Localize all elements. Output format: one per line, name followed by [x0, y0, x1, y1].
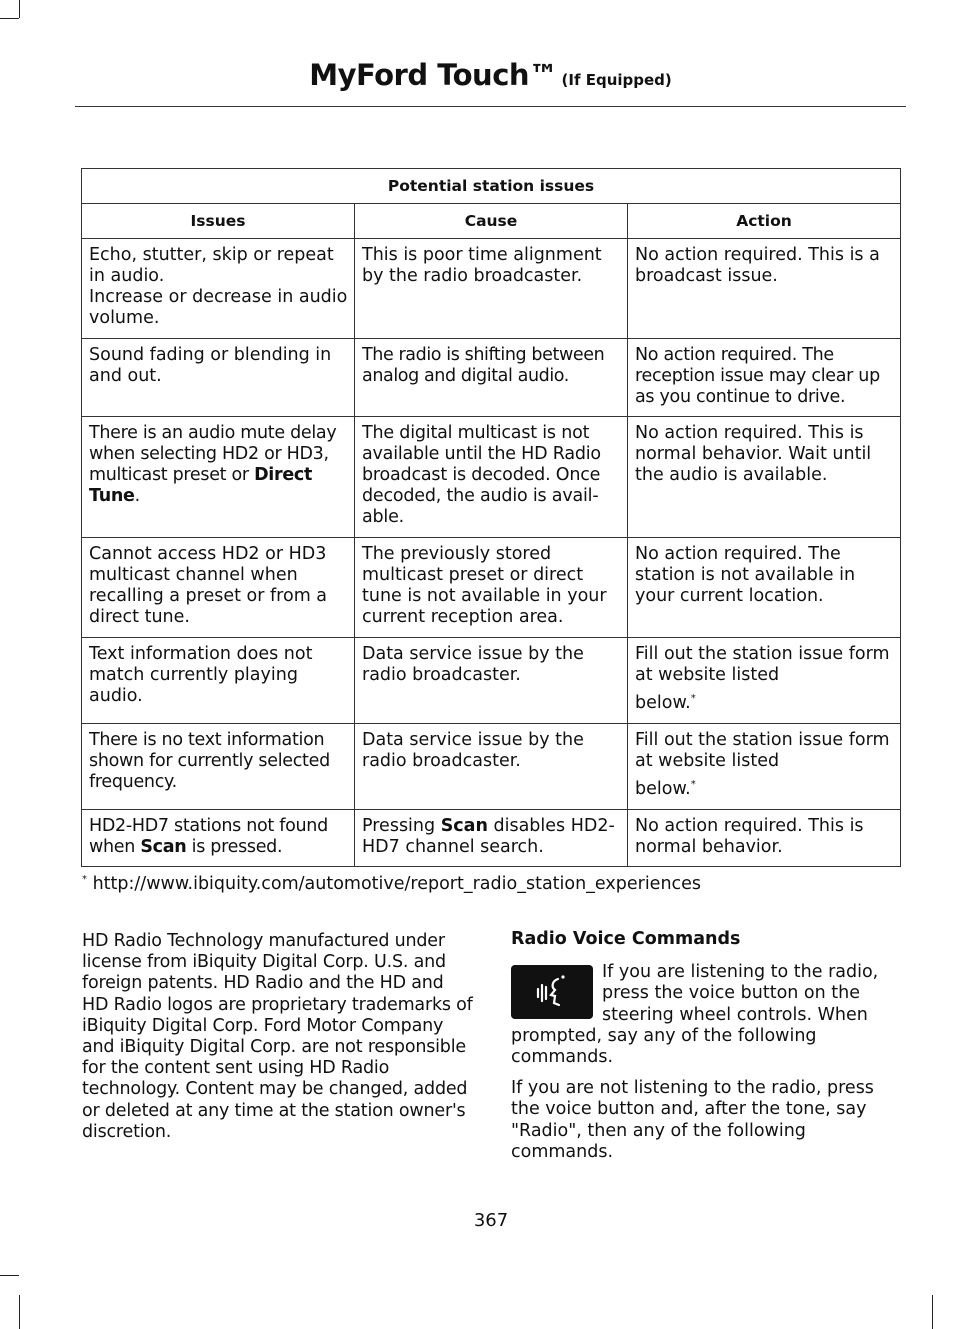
table-caption: Potential station issues [82, 169, 901, 204]
issue-cell: Echo, stutter, skip or repeat in audio. Increase or decrease in audio volume. [82, 239, 355, 339]
cause-cell: Data service issue by the radio broadcaster. [355, 638, 628, 724]
table-row [82, 417, 901, 538]
table-footnote [82, 874, 701, 894]
table-row [82, 339, 901, 417]
page-subtitle: (If Equipped) [561, 71, 672, 89]
radio-voice-commands-section [511, 929, 901, 1173]
cause-cell: The previously stored multicast preset or direct tune is not available in your current reception area. [355, 538, 628, 638]
voice-command-icon [511, 965, 593, 1019]
issue-cell: There is no text information shown for currently selected frequency. [82, 724, 355, 810]
issue-cell: Cannot access HD2 or HD3 multicast channel when recalling a preset or from a direct tune. [82, 538, 355, 638]
action-cell: No action required. This is normal behavior. [628, 810, 901, 867]
issue-cell: HD2-HD7 stations not found when Scan is pressed. [82, 810, 355, 867]
crop-mark [0, 18, 19, 19]
table-row [82, 538, 901, 638]
footnote-mark: * [690, 693, 696, 705]
voice-paragraph-not-listening: If you are not listening to the radio, press the voice button and, after the tone, say "Radio", then any of the following commands. [511, 1078, 874, 1162]
table-row [82, 724, 901, 810]
header-divider [75, 106, 906, 107]
cause-cell: This is poor time alignment by the radio broadcaster. [355, 239, 628, 339]
page-title: MyFord Touch™ [309, 58, 558, 92]
action-cell: No action required. This is a broadcast issue. [628, 239, 901, 339]
table-row [82, 239, 901, 339]
action-cell: No action required. This is normal behavior. Wait until the audio is available. [628, 417, 901, 538]
action-cell: Fill out the station issue form at website listed below.* [628, 638, 901, 724]
issue-cell: Text information does not match currently playing audio. [82, 638, 355, 724]
issue-cell: Sound fading or blending in and out. [82, 339, 355, 417]
cause-cell: Data service issue by the radio broadcaster. [355, 724, 628, 810]
voice-paragraph-listening: If you are listening to the radio, press the voice button on the steering wheel controls. When prompted, say any of the following commands. [511, 962, 879, 1068]
table-caption-row [82, 169, 901, 204]
hd-radio-notice: HD Radio Technology manufactured under license from iBiquity Digital Corp. U.S. and foreign patents. HD Radio and the HD and HD Radio logos are proprietary trademarks of iBiquity Digital Corp. Ford Motor Company and iBiquity Digital Corp. are not responsible for the content sent using HD Radio technology. Content may be changed, added or deleted at any time at the station owner's discretion. [82, 931, 473, 1142]
footnote-url: http://www.ibiquity.com/automotive/report_radio_station_experiences [92, 874, 702, 894]
action-cell: No action required. The station is not available in your current location. [628, 538, 901, 638]
cause-cell: The radio is shifting between analog and digital audio. [355, 339, 628, 417]
column-header-cause: Cause [355, 204, 628, 239]
action-cell: No action required. The reception issue may clear up as you continue to drive. [628, 339, 901, 417]
voice-command-icon-glyph [511, 965, 593, 1019]
page-header [75, 58, 906, 106]
column-header-action: Action [628, 204, 901, 239]
crop-mark [932, 1295, 933, 1329]
station-issues-table [81, 168, 901, 867]
crop-mark [19, 1295, 20, 1329]
table-header-row [82, 204, 901, 239]
footnote-mark: * [82, 874, 87, 886]
page-number: 367 [473, 1210, 509, 1231]
column-header-issues: Issues [82, 204, 355, 239]
section-heading: Radio Voice Commands [511, 929, 741, 949]
action-cell: Fill out the station issue form at website listed below.* [628, 724, 901, 810]
table-row [82, 810, 901, 867]
issue-cell: There is an audio mute delay when selecting HD2 or HD3, multicast preset or Direct Tune. [82, 417, 355, 538]
table-row [82, 638, 901, 724]
crop-mark [0, 1275, 19, 1276]
cause-cell: The digital multicast is not available until the HD Radio broadcast is decoded. Once decoded, the audio is avail-able. [355, 417, 628, 538]
crop-mark [19, 0, 20, 18]
footnote-mark: * [690, 779, 696, 791]
cause-cell: Pressing Scan disables HD2-HD7 channel search. [355, 810, 628, 867]
